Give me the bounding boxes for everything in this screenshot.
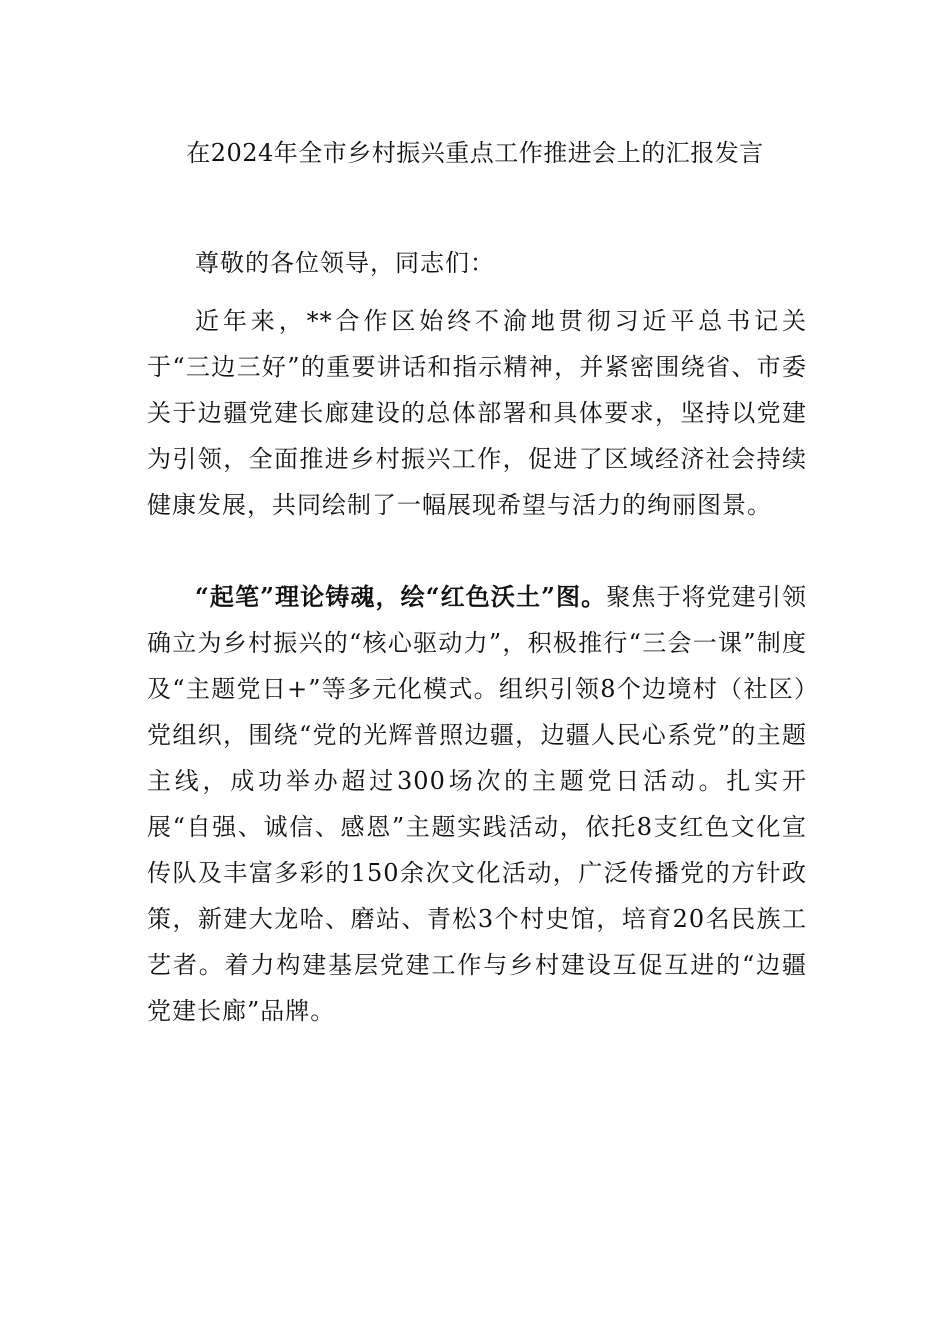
salutation: 尊敬的各位领导，同志们： (195, 249, 495, 277)
paragraph-red-soil-text: 聚焦于将党建引领确立为乡村振兴的“核心驱动力”，积极推行“三会一课”制度及“主题党日+”等多元化模式。组织引领8个边境村（社区）党组织，围绕“党的光辉普照边疆，边疆人民心系党”的主题主线，成功举办超过300场次的主题党日活动。扎实开展“自强、诚信、感恩”主题实践活动，依托8支红色文化宣传队及丰富多彩的150余次文化活动，广泛传播党的方针政策，新建大龙哈、磨站、青松3个村史馆，培育20名民族工艺者。着力构建基层党建工作与乡村建设互促互进的“边疆党建长廊”品牌。 (147, 583, 808, 1025)
document-title: 在2024年全市乡村振兴重点工作推进会上的汇报发言 (186, 139, 764, 167)
paragraph-intro (147, 298, 807, 528)
document-body (147, 240, 807, 1034)
paragraph-red-soil (147, 574, 807, 1034)
paragraph-red-soil-lead: “起笔”理论铸魂，绘“红色沃土”图。 (195, 582, 607, 611)
paragraph-intro-text: 近年来，**合作区始终不渝地贯彻习近平总书记关于“三边三好”的重要讲话和指示精神，并紧密围绕省、市委关于边疆党建长廊建设的总体部署和具体要求，坚持以党建为引领，全面推进乡村振兴工作，促进了区域经济社会持续健康发展，共同绘制了一幅展现希望与活力的绚丽图景。 (147, 307, 807, 519)
